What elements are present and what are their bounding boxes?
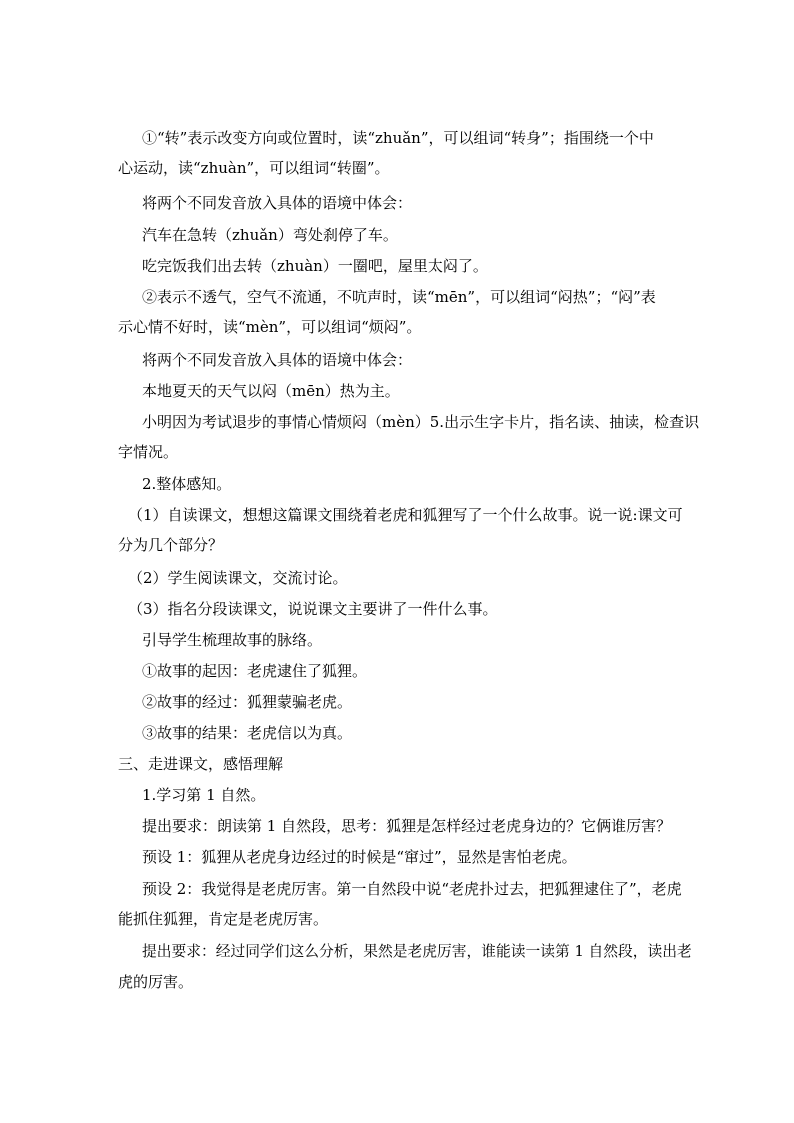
paragraph-line: 将两个不同发音放入具体的语境中体会： — [142, 351, 413, 369]
paragraph-line: 预设 1：狐狸从老虎身边经过的时候是“窜过”，显然是害怕老虎。 — [142, 848, 577, 866]
paragraph-line: 能抓住狐狸，肯定是老虎厉害。 — [118, 910, 329, 928]
paragraph-line: 字情况。 — [118, 443, 179, 461]
paragraph-line: 本地夏天的天气以闷（mēn）热为主。 — [142, 382, 400, 400]
paragraph-line: ③故事的结果：老虎信以为真。 — [142, 724, 353, 742]
paragraph-line: ②表示不透气，空气不流通，不吭声时，读“mēn”，可以组词“闷热”；“闷”表 — [142, 288, 656, 306]
paragraph-line: 吃完饭我们出去转（zhuàn）一圈吧，屋里太闷了。 — [142, 257, 488, 275]
paragraph-line: 汽车在急转（zhuǎn）弯处刹停了车。 — [142, 226, 398, 244]
paragraph-line: ①故事的起因：老虎逮住了狐狸。 — [142, 662, 368, 680]
paragraph-line: 分为几个部分？ — [118, 536, 224, 554]
paragraph-line: （1）自读课文，想想这篇课文围绕着老虎和狐狸写了一个什么故事。说一说:课文可 — [128, 506, 683, 524]
paragraph-line: （3）指名分段读课文，说说课文主要讲了一件什么事。 — [128, 600, 498, 618]
paragraph-line: （2）学生阅读课文，交流讨论。 — [128, 569, 348, 587]
paragraph-line: ②故事的经过：狐狸蒙骗老虎。 — [142, 693, 353, 711]
section-heading: 三、走进课文，感悟理解 — [118, 755, 284, 773]
paragraph-line: 心运动，读“zhuàn”，可以组词“转圈”。 — [118, 159, 390, 177]
paragraph-line: 预设 2：我觉得是老虎厉害。第一自然段中说“老虎扑过去，把狐狸逮住了”，老虎 — [142, 880, 682, 898]
paragraph-line: 引导学生梳理故事的脉络。 — [142, 631, 323, 649]
paragraph-line: ①“转”表示改变方向或位置时，读“zhuǎn”，可以组词“转身”；指围绕一个中 — [142, 129, 654, 147]
paragraph-line: 示心情不好时，读“mèn”，可以组词“烦闷”。 — [118, 318, 422, 336]
paragraph-line: 提出要求：朗读第 1 自然段，思考：狐狸是怎样经过老虎身边的？它俩谁厉害？ — [142, 817, 672, 835]
section-heading: 2.整体感知。 — [142, 475, 232, 493]
subsection-heading: 1.学习第 1 自然。 — [142, 786, 266, 804]
paragraph-line: 虎的厉害。 — [118, 973, 194, 991]
paragraph-line: 将两个不同发音放入具体的语境中体会： — [142, 194, 413, 212]
paragraph-line: 小明因为考试退步的事情心情烦闷（mèn）5.出示生字卡片，指名读、抽读，检查识 — [142, 413, 700, 431]
paragraph-line: 提出要求：经过同学们这么分析，果然是老虎厉害，谁能读一读第 1 自然段，读出老 — [142, 943, 692, 960]
